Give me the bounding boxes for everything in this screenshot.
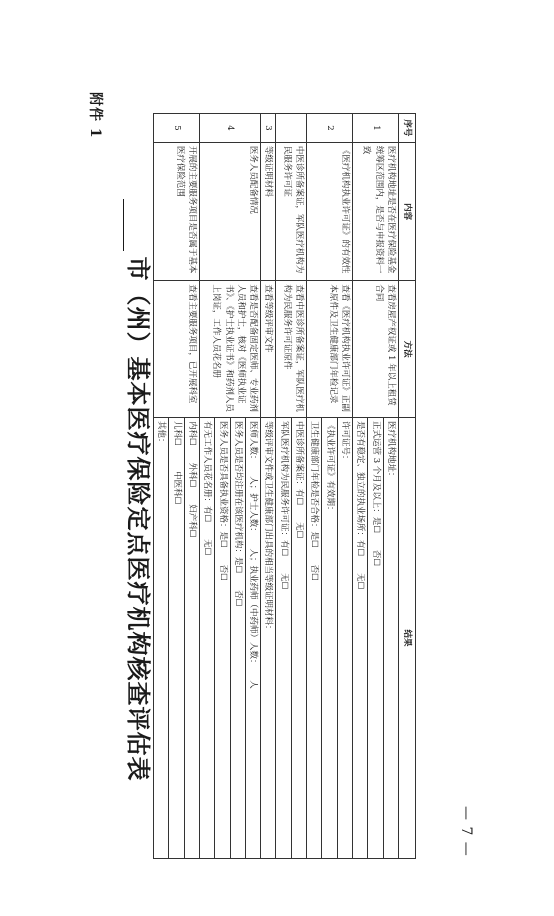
table-row: [383, 114, 398, 859]
table-row: [261, 114, 276, 859]
row-content: 中医诊所备案证，军队医疗机构为民服务许可证: [276, 142, 307, 281]
row-content: 医务人员配备情况: [199, 142, 260, 281]
row-result-line: 其他：: [154, 418, 169, 859]
row-method: 查看等级评审文件: [261, 281, 276, 418]
row-result-line: 有无工作人员花名册：有☐ 无☐: [199, 418, 214, 859]
row-content: 医疗机构地址是否在医疗保险基金统筹区范围内，是否与申报资料一致: [353, 142, 399, 281]
row-number: [276, 114, 307, 143]
row-number: 3: [261, 114, 276, 143]
table-body: [154, 114, 399, 859]
row-method: 查看《医疗机构执业许可证》正副本原件及卫生健康部门年检记录: [307, 281, 353, 418]
row-method: 查看房屋产权证或 1 年以上租赁合同: [353, 281, 399, 418]
row-method: 查看中医诊所备案证，军队医疗机构为民服务许可证原件: [276, 281, 307, 418]
row-number: 5: [154, 114, 200, 143]
row-result-line: 医疗机构地址：: [383, 418, 398, 859]
row-content: 《医疗机构执业许可证》的有效性: [307, 142, 353, 281]
row-result-line: 许可证号：: [337, 418, 352, 859]
table-row: [245, 114, 260, 859]
table-header-row: [399, 114, 416, 859]
title-text: 市（州）基本医疗保险定点医疗机构核查评估表: [124, 256, 153, 782]
row-result-line: 等级评审文件或卫生健康部门出具的相当等级证明材料：: [261, 418, 276, 859]
header-method: 方法: [399, 281, 416, 418]
row-method: 查看是否配备固定医师、专业药剂人员和护士，核对《医师执业证书》、《护士执业证书》和药剂人员上岗证，工作人员花名册: [199, 281, 260, 418]
header-content: 内容: [399, 142, 416, 281]
table-row: [337, 114, 352, 859]
row-result-line: 医务人员是否具备执业资格：是☐ 否☐: [215, 418, 230, 859]
row-content: 开展的主要服务项目是否属于基本医疗保险范围: [154, 142, 200, 281]
row-result-line: 正式运营 3 个月及以上：是☐ 否☐: [368, 418, 383, 859]
row-content: 等级证明材料: [261, 142, 276, 281]
table-row: [184, 114, 199, 859]
header-no: 序号: [399, 114, 416, 143]
row-result-line: 军队医疗机构为民服务许可证：有☐ 无☐: [276, 418, 291, 859]
row-result-line: 儿科☐ 中医科☐: [169, 418, 184, 859]
row-number: 4: [199, 114, 260, 143]
row-result-line: 医务人员是否均注册在该医疗机构：是☐ 否☐: [230, 418, 245, 859]
row-result-line: 医师人数： 人；护士人数： 人；执业药师（中药师）人数： 人: [245, 418, 260, 859]
table-row: [291, 114, 306, 859]
header-result: 结果: [399, 418, 416, 859]
row-result-line: 是否有稳定、独立的执业场所：有☐ 无☐: [353, 418, 368, 859]
annex-label: 附件 1: [87, 92, 103, 139]
row-result-line: 卫生健康部门年检是否合格：是☐ 否☐: [307, 418, 322, 859]
row-result-line: 内科☐ 外科☐ 妇产科☐: [184, 418, 199, 859]
row-result-line: 《执业许可证》有效期：: [322, 418, 337, 859]
row-method: 查看主要服务项目，已开展科室: [154, 281, 200, 418]
row-result-line: 中医诊所备案证：有☐ 无☐: [291, 418, 306, 859]
row-number: 1: [353, 114, 399, 143]
assessment-table: [153, 113, 416, 859]
title-blank-line: [123, 199, 146, 251]
row-number: 2: [307, 114, 353, 143]
page-number: — 7 —: [458, 806, 474, 857]
